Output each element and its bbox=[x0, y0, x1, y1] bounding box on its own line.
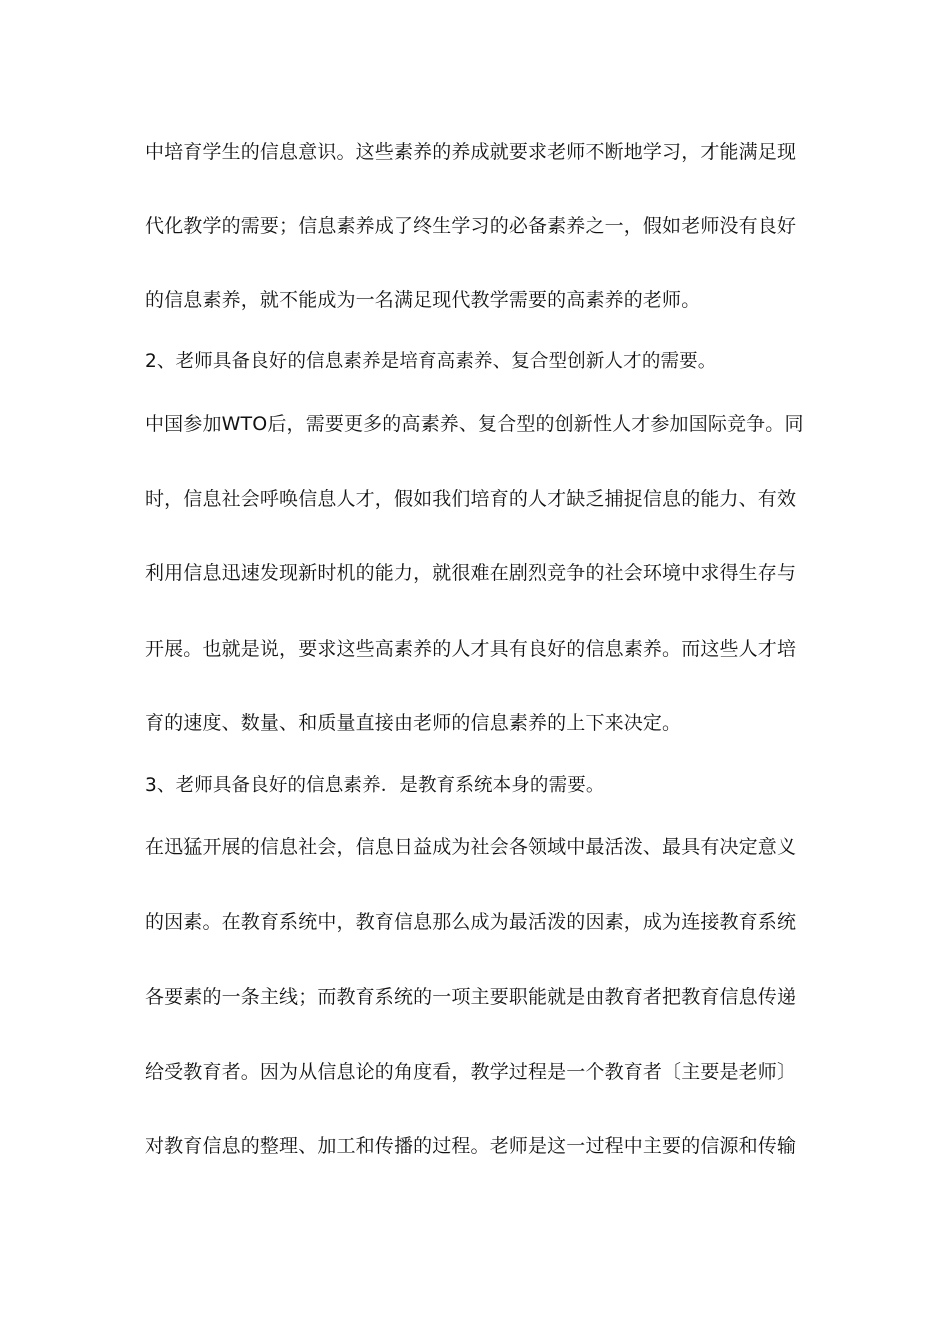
paragraph-line: 中培育学生的信息意识。这些素养的养成就要求老师不断地学习，才能满足现 bbox=[145, 141, 797, 163]
section-heading-3: 3、老师具备良好的信息素养．是教育系统本身的需要。 bbox=[145, 775, 605, 796]
paragraph-line: 开展。也就是说，要求这些高素养的人才具有良好的信息素养。而这些人才培 bbox=[145, 638, 797, 660]
paragraph-line: 育的速度、数量、和质量直接由老师的信息素养的上下来决定。 bbox=[145, 712, 682, 734]
paragraph-line: 利用信息迅速发现新时机的能力，就很难在剧烈竞争的社会环境中求得生存与 bbox=[145, 562, 797, 584]
paragraph-line: 的信息素养，就不能成为一名满足现代教学需要的高素养的老师。 bbox=[145, 289, 701, 311]
paragraph-line: 代化教学的需要；信息素养成了终生学习的必备素养之一，假如老师没有良好 bbox=[145, 215, 797, 237]
section-heading-2: 2、老师具备良好的信息素养是培育高素养、复合型创新人才的需要。 bbox=[145, 351, 717, 372]
paragraph-line: 给受教育者。因为从信息论的角度看，教学过程是一个教育者〔主要是老师〕 bbox=[145, 1061, 797, 1083]
paragraph-line: 对教育信息的整理、加工和传播的过程。老师是这一过程中主要的信源和传输 bbox=[145, 1135, 797, 1157]
paragraph-line: 中国参加WTO后，需要更多的高素养、复合型的创新性人才参加国际竞争。同 bbox=[145, 413, 804, 435]
paragraph-line: 的因素。在教育系统中，教育信息那么成为最活泼的因素，成为连接教育系统 bbox=[145, 911, 797, 933]
paragraph-line: 各要素的一条主线；而教育系统的一项主要职能就是由教育者把教育信息传递 bbox=[145, 986, 797, 1008]
paragraph-line: 在迅猛开展的信息社会，信息日益成为社会各领域中最活泼、最具有决定意义 bbox=[145, 836, 797, 858]
paragraph-line: 时，信息社会呼唤信息人才，假如我们培育的人才缺乏捕捉信息的能力、有效 bbox=[145, 488, 797, 510]
